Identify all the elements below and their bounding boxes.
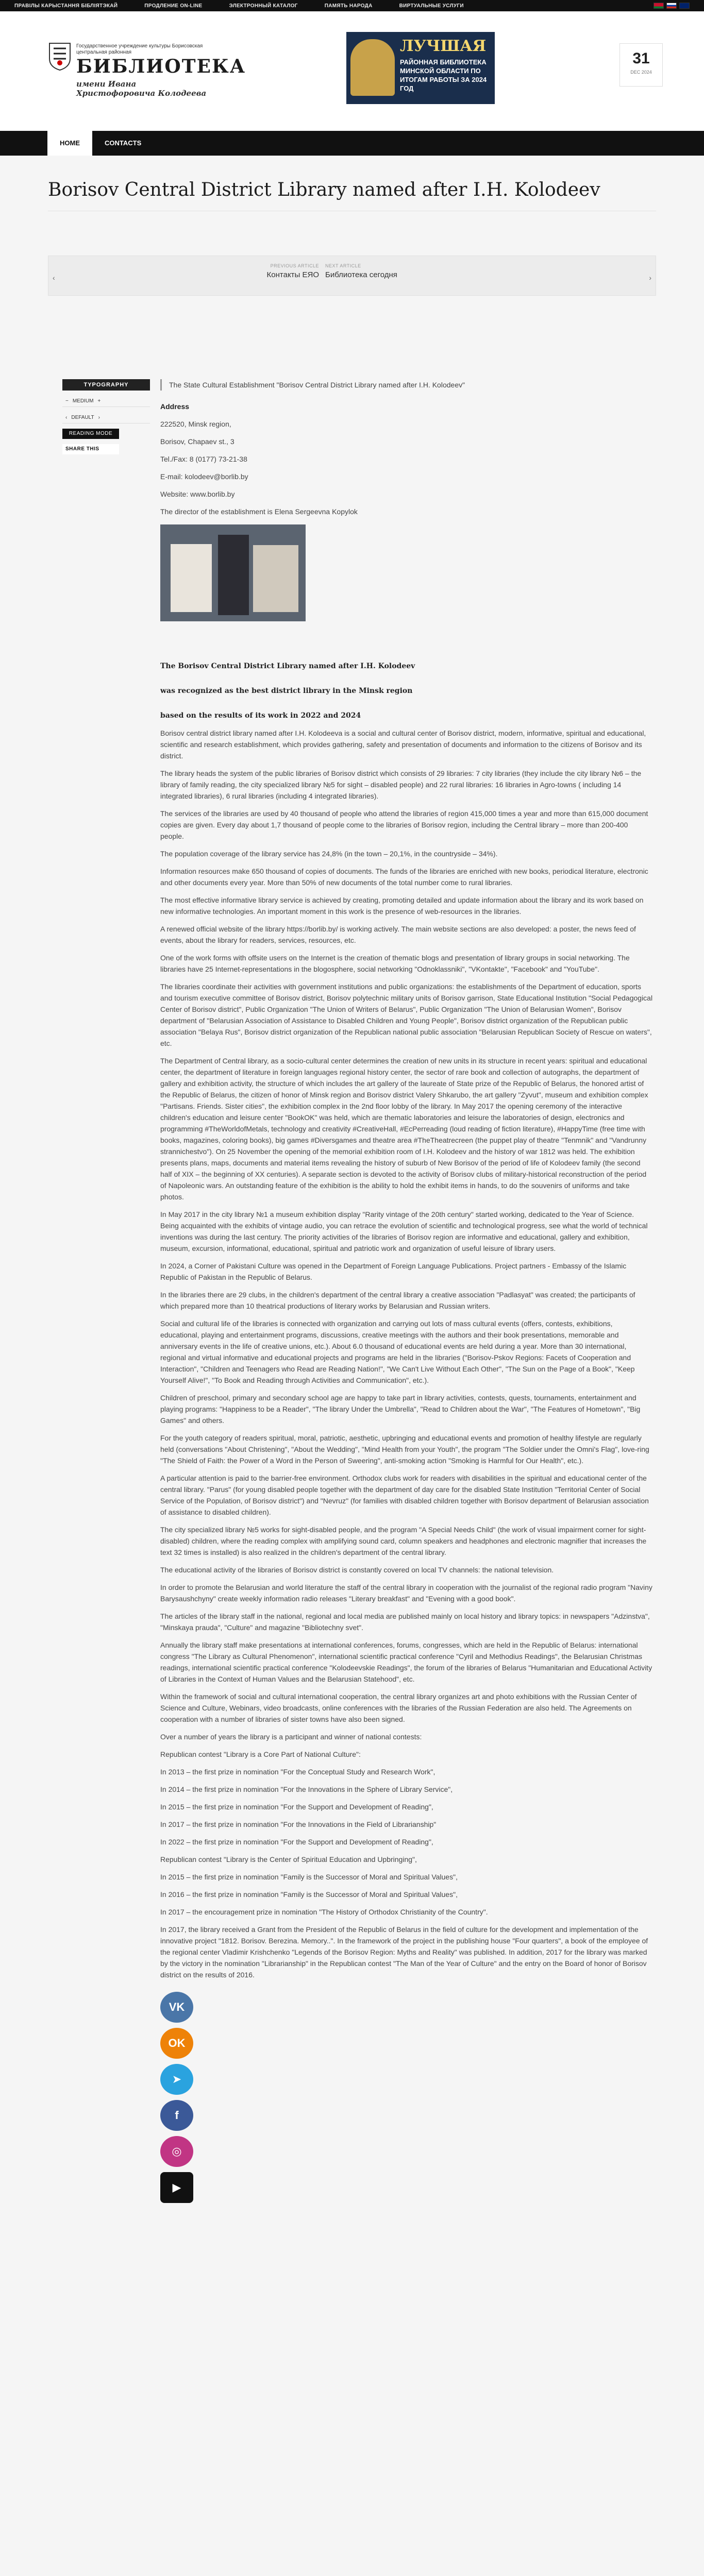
award-heading-3: based on the results of its work in 2022 and 2024 <box>160 711 361 720</box>
article-paragraph: Over a number of years the library is a participant and winner of national contests: <box>160 1733 422 1741</box>
photo-person-1 <box>171 544 212 612</box>
typography-sidebar <box>62 379 150 454</box>
font-family-row[interactable] <box>62 412 150 423</box>
flag-en-icon[interactable] <box>679 3 690 9</box>
minus-icon[interactable]: − <box>65 398 69 404</box>
article-paragraph: In 2017 – the encouragement prize in nomination "The History of Orthodox Christianity of the Country". <box>160 1908 488 1916</box>
article-paragraph: A particular attention is paid to the barrier-free environment. Orthodox clubs work for readers with disabilities in the spiritual and educational center of the central library. "Parus" (for young disabled people together with the department of day care for the disabled State Institution "Territorial Center of Social Service of the Population, of Borisov district") and "Nevruz" (for families with disabled children together with Borisov department of Belarusian association of assistance to disabled children). <box>160 1474 649 1516</box>
article-paragraph: In 2016 – the first prize in nomination "Family is the Successor of Moral and Spiritual Values", <box>160 1890 458 1899</box>
banner-text: РАЙОННАЯ БИБЛИОТЕКА МИНСКОЙ ОБЛАСТИ ПО ИТОГАМ РАБОТЫ ЗА 2024 ГОД <box>400 58 487 92</box>
article-paragraph: In May 2017 in the city library №1 a museum exhibition display "Rarity vintage of the 20th century" started working, dedicated to the Year of Science. Being acquainted with the exhibits of vintage audio, you can retrace the evolution of scientific and technological progress, see what the world of technical inventions was during the last century. The priority activities of the libraries of Borisov region are informative and educational, gallery and exhibition, museum, excursion, informational, educational, spiritual and patriotic work and organization of useful leisure of library users. <box>160 1210 648 1252</box>
next-caption: NEXT ARTICLE <box>325 263 361 268</box>
director: The director of the establishment is Elena Sergeevna Kopylok <box>160 507 358 516</box>
top-link-renew[interactable]: ПРОДЛЕНИЕ ON-LINE <box>144 3 203 9</box>
article-paragraph: In order to promote the Belarusian and world literature the staff of the central library in cooperation with the journalist of the regional radio program "Navіny Barysaushchyny" create weekly information radio releases "Literary breakfast" and "Evening with a good book". <box>160 1583 652 1603</box>
article-paragraph: Information resources make 650 thousand of copies of documents. The funds of the libraries are enriched with new books, periodical literature, electronic and other documents every year. More than 50% of new documents of the total number come to rural libraries. <box>160 867 648 887</box>
award-heading-2: was recognized as the best district library in the Minsk region <box>160 687 413 695</box>
prev-title: Контакты ЕЯО <box>266 270 319 279</box>
article-paragraph: The library heads the system of the public libraries of Borisov district which consists of 29 libraries: 7 city libraries (they include the city library №6 – the library of family reading, the city specialized library №5 for sight – disabled people) and 22 rural libraries: 16 libraries in Agro-towns ( including 14 integrated libraries), 6 rural libraries (including 4 integrated libraries). <box>160 769 642 800</box>
top-link-catalog[interactable]: ЭЛЕКТРОННЫЙ КАТАЛОГ <box>229 3 298 9</box>
building-icon <box>350 39 395 96</box>
director-photo <box>160 524 306 621</box>
font-family-value: DEFAULT <box>71 414 94 420</box>
logo-subtitle: имени Ивана Христофоровича Колодеева <box>76 79 207 98</box>
article-paragraph: Annually the library staff make presentations at international conferences, forums, congresses, which are held in the Republic of Belarus: international congress "The Library as Cultural Phenomenon", international scientific practical conference "Cyril and Methodius Readings", the Belarusian Christmas readings, international scientific practical conference "Kolodeevskie Readings", the forum of the libraries of Belarus "Humanitarian and Educational Activity of Libraries in the Context of Human Values and the Belarusian Statehood", etc. <box>160 1641 652 1683</box>
email-link[interactable]: E-mail: kolodeev@borlib.by <box>160 472 248 481</box>
chevron-right-icon[interactable]: › <box>98 414 100 420</box>
youtube-icon[interactable]: ▶ <box>160 2172 193 2203</box>
top-link-rules[interactable]: ПРАВІЛЫ КАРЫСТАННЯ БІБЛІЯТЭКАЙ <box>14 3 118 9</box>
top-bar <box>0 0 704 11</box>
article-paragraph: In 2022 – the first prize in nomination "For the Support and Development of Reading", <box>160 1838 433 1846</box>
article-paragraph: The libraries coordinate their activities with government institutions and public organizations: the establishments of the Department of education, sports and tourism executive committee of Borisov district, Borisov polytechnic military units of Borisov garrison, State Educational Institution "Social Pedagogical Center of Borisov district", Public Organization "The Union of Writers of Belarus", Public Organization "The Union of Belarusian Women", Borisov department of "Belarusian Association of Assistance to Disabled Children and Young People", Borisov district organization of the Republican public association "Belaya Rus", Borisov district organization of the Republican national public association "Belarusian Republican Society of Rescue on waters", etc. <box>160 982 653 1047</box>
article-paragraph: The Department of Central library, as a socio-cultural center determines the creation of new units in its structure in recent years: spiritual and educational center, the department of literature in foreign languages regional history center, the sector of rare book and collection of autographs, the department of gallery and exhibition activity, the structure of which includes the art gallery of the laureate of State prize of the Republic of Belarus, the honored artist of the Republic of Belarus, the citizen of honor of Minsk region and Borisov district Valery Shkarubo, the art gallery "Zyvut", museum and exhibition complex "Partisans. Friends. Sister cities", the exhibition complex in the 2nd floor lobby of the library. In May 2017 the opening ceremony of the interactive children's education and leisure center "BookOK" was held, which are thematic laboratories and leisure the laboratories of design, electronics and programming #TheWorldofMetals, technology and creativity #CreativeHall, #EcPerreading (loud reading of fiction literature), #HappyTime (free time with books, magazines, coloring books), big games #Diversgames and theatre area #TheTheatrecreen (the puppet play of theatre "Tenmnik" and "Vandrunny strannichestvo"). On 25 November the opening of the memorial exhibition room of I.H. Kolodeev and the history of war 1812 was held. The exhibition presents plans, maps, documents and material items revealing the history of suburb of New Borisov of the period of life of Kolodeev family (the second half of XIX – the beginning of XX centuries). A separate section is devoted to the activity of Borisov clubs of military-historical reconstruction of the period of Napoleonic wars. An outstanding feature of the exhibition is the ability to hold the exhibit items in hands, to do the souvenirs of uniforms and take photos. <box>160 1057 648 1201</box>
article-paragraph: In 2014 – the first prize in nomination "For the Innovations in the Sphere of Library Service", <box>160 1785 453 1793</box>
prev-arrow-icon[interactable]: ‹ <box>53 274 55 282</box>
facebook-icon[interactable]: f <box>160 2100 193 2131</box>
banner-headline: ЛУЧШАЯ <box>400 37 487 55</box>
article-paragraph: Within the framework of social and cultural international cooperation, the central library organizes art and photo exhibitions with the Russian Center of Science and Culture, Webinars, video broadcasts, online conferences with the libraries of the Russian Federation are also held. The Agreements on cooperation with a number of libraries of sister towns have also been signed. <box>160 1692 637 1723</box>
ok-icon[interactable]: OK <box>160 2028 193 2059</box>
date-month: DEC 2024 <box>630 70 652 75</box>
article-paragraph: In the libraries there are 29 clubs, in the children's department of the central library a creative association "Padlasyat" was created; the participants of which prepared more than 10 theatrical productions of literary works by Belarusian and Russian writers. <box>160 1291 635 1310</box>
article-paragraph: The population coverage of the library service has 24,8% (in the town – 20,1%, in the countryside – 34%). <box>160 850 498 858</box>
article-paragraph: In 2015 – the first prize in nomination "For the Support and Development of Reading", <box>160 1803 433 1811</box>
address-line-1: 222520, Minsk region, <box>160 420 231 428</box>
next-title: Библиотека сегодня <box>325 270 397 279</box>
site-logo[interactable] <box>47 36 246 98</box>
top-link-virtual[interactable]: ВИРТУАЛЬНЫЕ УСЛУГИ <box>399 3 464 9</box>
article-paragraph: The most effective informative library service is achieved by creating, promoting detailed and update information about the library and its work based on new informative technologies. An important moment in this work is the presence of web-resources in the libraries. <box>160 896 644 916</box>
flag-ru-icon[interactable] <box>666 3 677 9</box>
font-size-value: MEDIUM <box>72 398 94 404</box>
crest-icon <box>47 41 72 71</box>
flag-be-icon[interactable] <box>653 3 664 9</box>
plus-icon[interactable]: + <box>97 398 101 404</box>
prev-article-link[interactable] <box>267 263 319 279</box>
telegram-icon[interactable]: ➤ <box>160 2064 193 2095</box>
nav-contacts[interactable]: CONTACTS <box>105 139 142 147</box>
article-pager <box>48 256 656 296</box>
photo-person-2 <box>218 535 249 615</box>
logo-title: БИБЛИОТЕКА <box>76 56 246 77</box>
next-arrow-icon[interactable]: › <box>649 274 651 282</box>
article-paragraph: The services of the libraries are used by 40 thousand of people who attend the libraries of region 415,000 times a year and more than 615,000 document copies are given. Every day about 1,7 thousand of people come to the libraries of Borisov region, including the Central library – more than 200-400 people. <box>160 809 648 840</box>
article-paragraph: A renewed official website of the library https://borlib.by/ is working actively. The main website sections are also developed: a poster, the news feed of events, about the library for readers, services, resources, etc. <box>160 925 636 944</box>
article-paragraph: In 2015 – the first prize in nomination "Family is the Successor of Moral and Spiritual Values", <box>160 1873 458 1881</box>
article-paragraph: Children of preschool, primary and secondary school age are happy to take part in library activities, contests, quests, tournaments, entertainment and playing programs: "Happiness to be a Reader", "The library Under the Umbrella", "Read to Children about the War", "The Features of Hometown", "Big Games" and others. <box>160 1394 641 1425</box>
article-paragraph: In 2024, a Corner of Pakistani Culture was opened in the Department of Foreign Language Publications. Project partners - Embassy of the Islamic Republic of Pakistan in the Republic of Belarus. <box>160 1262 627 1281</box>
reading-mode-button[interactable]: READING MODE <box>62 429 119 439</box>
article-paragraph: The articles of the library staff in the national, regional and local media are published mainly on local history and library topics: in newspapers "Adzinstva", "Minskaya prauda", "Culture" and magazine "Bibliotechny svet". <box>160 1612 650 1632</box>
article-paragraph: The educational activity of the libraries of Borisov district is constantly covered on local TV channels: the national television. <box>160 1566 554 1574</box>
main-content <box>48 179 656 2576</box>
main-nav <box>0 131 704 156</box>
article-paragraph: Republican contest "Library is a Core Part of National Culture": <box>160 1750 361 1758</box>
photo-person-3 <box>253 545 298 612</box>
phone: Tel./Fax: 8 (0177) 73-21-38 <box>160 455 247 463</box>
article-paragraph: The city specialized library №5 works for sight-disabled people, and the program "A Special Needs Child" (the work of visual impairment corner for sight-disabled) children, where the reading complex with amplifying sound card, column speakers and headphones and electronic magnifier that increases the text 32 times is installed) is also realized in the children's department of the central library. <box>160 1526 647 1556</box>
article-paragraph: Republican contest "Library is the Center of Spiritual Education and Upbringing", <box>160 1855 417 1863</box>
site-header <box>0 11 704 131</box>
logo-institution: Государственное учреждение культуры Борисовская центральная районная <box>76 43 203 55</box>
language-flags <box>653 3 690 9</box>
article-intro: The State Cultural Establishment "Borisov Central District Library named after I.H. Kolodeev" <box>160 379 653 391</box>
chevron-left-icon[interactable]: ‹ <box>65 414 68 420</box>
article-paragraph: In 2017 – the first prize in nomination "For the Innovations in the Field of Librarianship" <box>160 1820 437 1828</box>
award-banner[interactable] <box>346 32 495 104</box>
next-article-link[interactable] <box>325 263 397 279</box>
date-day: 31 <box>632 50 650 67</box>
article-body <box>160 379 653 2208</box>
vk-icon[interactable]: VK <box>160 1992 193 2023</box>
address-label: Address <box>160 402 190 411</box>
typography-title: TYPOGRAPHY <box>62 379 150 391</box>
article-paragraph: In 2017, the library received a Grant from the President of the Republic of Belarus in the field of culture for the development and implementation of the innovative project "1812. Borisov. Berezina. Memory..". In the framework of the project in the publishing house "Four quarters", a book of the employee of the regional center Vladimir Krishchenko "Legends of the Borisov Region: Myths and Reality" was published. In addition, 2017 for the library was marked by the victory in the nomination "Librarianship" in the Republican contest "The Man of the Year of Culture" and the entry on the Board of honor of Borisov district on the results of 2016. <box>160 1925 648 1979</box>
article-paragraph: One of the work forms with offsite users on the Internet is the creation of thematic blogs and presentation of library groups in social networking. The libraries have 25 Internet-representations in the blogosphere, social networking "Odnoklassniki", "VKontakte", "Facebook" and "YouTube". <box>160 954 630 973</box>
article-paragraph: In 2013 – the first prize in nomination "For the Conceptual Study and Research Work", <box>160 1768 435 1776</box>
social-links <box>160 1992 653 2203</box>
award-heading-1: The Borisov Central District Library named after I.H. Kolodeev <box>160 662 415 670</box>
top-link-memory[interactable]: ПАМЯТЬ НАРОДА <box>324 3 373 9</box>
share-this-label: SHARE THIS <box>62 444 119 454</box>
article-paragraph: Borisov central district library named after I.H. Kolodeeva is a social and cultural center of Borisov district, modern, informative, spiritual and educational, scientific and research establishment, which provides gathering, safety and presentation of documents and information to the citizens of Borisov and its district. <box>160 729 646 760</box>
page-title: Borisov Central District Library named after I.H. Kolodeev <box>48 179 600 200</box>
article-paragraphs <box>160 727 653 1980</box>
prev-caption: PREVIOUS ARTICLE <box>270 263 319 268</box>
font-size-row[interactable] <box>62 396 150 407</box>
instagram-icon[interactable]: ◎ <box>160 2136 193 2167</box>
address-line-2: Borisov, Chapaev st., 3 <box>160 437 234 446</box>
website-link[interactable]: Website: www.borlib.by <box>160 490 235 498</box>
article-paragraph: For the youth category of readers spiritual, moral, patriotic, aesthetic, upbringing and educational events and promotion of healthy lifestyle are regularly held (conversations "About Christening", "About the Wedding", "Mind Health from your Youth", the program "The Soldier under the Omni's Flag", love-ring "The Shield of Faith: the Power of a Word in the Person of Sweering", anti-smoking action "Smoking is Harmful for Our Health", etc.). <box>160 1434 649 1465</box>
top-links <box>14 3 464 9</box>
date-box <box>619 43 663 87</box>
nav-home[interactable]: HOME <box>47 131 92 156</box>
article-paragraph: Social and cultural life of the libraries is connected with organization and carrying out lots of mass cultural events (offers, contests, exhibitions, educational, playing and entertainment programs, discussions, creative meetings with the authors and their book presentations, memorable and anniversary events in the life of creative unions, etc.). About 6.0 thousand of educational events are held during a year. More than 30 international, regional and virtual informative and educational projects and programs are held in the libraries ("Borisov-Pskov Regions: Facets of Cooperation and Interaction", "Children and Teenagers who Read are Reading Nation!", "We Can't Live Without Each Other", "The Sun on the Page of a Book", "Keep Yourself Alive!", "To Book and Reading through Activities and Communication", etc.). <box>160 1319 635 1384</box>
